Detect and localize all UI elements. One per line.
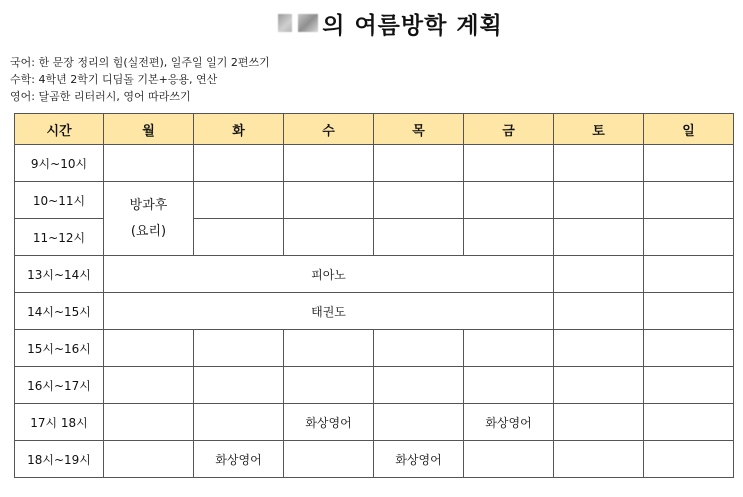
cell [644, 145, 734, 182]
cell [644, 182, 734, 219]
time-cell: 10~11시 [15, 182, 104, 219]
cell [284, 182, 374, 219]
afterschool-cooking-cell [104, 182, 194, 256]
video-english-tue-cell: 화상영어 [194, 441, 284, 478]
cell [194, 367, 284, 404]
cell [554, 256, 644, 293]
cell [464, 330, 554, 367]
cell [104, 441, 194, 478]
cell [554, 219, 644, 256]
cell [464, 219, 554, 256]
cell [644, 219, 734, 256]
cell [554, 293, 644, 330]
cell [644, 330, 734, 367]
time-cell: 14시~15시 [15, 293, 104, 330]
header-mon: 월 [104, 114, 194, 145]
afterschool-label: 방과후 [129, 197, 168, 213]
table-row [15, 293, 734, 330]
cell [284, 367, 374, 404]
cell [374, 219, 464, 256]
subject-math: 수학: 4학년 2학기 디딤돌 기본+응용, 연산 [10, 73, 218, 86]
redacted-name [278, 14, 318, 32]
page-title [278, 7, 503, 40]
page-title-text: 의 여름방학 계획 [322, 12, 503, 39]
cell [284, 145, 374, 182]
cell [104, 404, 194, 441]
table-row [15, 367, 734, 404]
cell [104, 330, 194, 367]
table-row [15, 441, 734, 478]
cell [194, 145, 284, 182]
video-english-wed-cell: 화상영어 [284, 404, 374, 441]
cell [104, 367, 194, 404]
subject-korean: 국어: 한 문장 정리의 힘(실전편), 일주일 일기 2편쓰기 [10, 56, 270, 69]
cell [644, 441, 734, 478]
cell [644, 293, 734, 330]
cell [104, 145, 194, 182]
title-area [0, 0, 743, 46]
cell [644, 256, 734, 293]
cell [554, 441, 644, 478]
cell [464, 182, 554, 219]
header-thu: 목 [374, 114, 464, 145]
cell [194, 182, 284, 219]
cell [374, 404, 464, 441]
time-cell: 18시~19시 [15, 441, 104, 478]
table-row [15, 145, 734, 182]
video-english-fri-cell: 화상영어 [464, 404, 554, 441]
time-cell: 17시 18시 [15, 404, 104, 441]
time-cell: 9시~10시 [15, 145, 104, 182]
table-row [15, 404, 734, 441]
header-time: 시간 [15, 114, 104, 145]
piano-cell: 피아노 [104, 256, 554, 293]
subject-list [10, 54, 270, 105]
cell [374, 330, 464, 367]
cell [554, 367, 644, 404]
table-row [15, 182, 734, 219]
taekwondo-cell: 태권도 [104, 293, 554, 330]
cell [644, 404, 734, 441]
video-english-thu-cell: 화상영어 [374, 441, 464, 478]
cell [554, 145, 644, 182]
afterschool-sub-label: (요리) [130, 223, 167, 239]
header-sun: 일 [644, 114, 734, 145]
cell [644, 367, 734, 404]
time-cell: 16시~17시 [15, 367, 104, 404]
time-cell: 11~12시 [15, 219, 104, 256]
cell [464, 145, 554, 182]
cell [464, 441, 554, 478]
table-row [15, 330, 734, 367]
cell [194, 330, 284, 367]
cell [374, 367, 464, 404]
cell [554, 182, 644, 219]
header-sat: 토 [554, 114, 644, 145]
table-row [15, 256, 734, 293]
header-wed: 수 [284, 114, 374, 145]
schedule-table [14, 113, 734, 478]
subject-english: 영어: 달곰한 리터러시, 영어 따라쓰기 [10, 90, 191, 103]
cell [284, 441, 374, 478]
header-fri: 금 [464, 114, 554, 145]
cell [464, 367, 554, 404]
header-tue: 화 [194, 114, 284, 145]
cell [284, 219, 374, 256]
time-cell: 13시~14시 [15, 256, 104, 293]
cell [374, 182, 464, 219]
cell [374, 145, 464, 182]
time-cell: 15시~16시 [15, 330, 104, 367]
cell [194, 404, 284, 441]
cell [554, 330, 644, 367]
header-row [15, 114, 734, 145]
cell [194, 219, 284, 256]
cell [554, 404, 644, 441]
cell [284, 330, 374, 367]
